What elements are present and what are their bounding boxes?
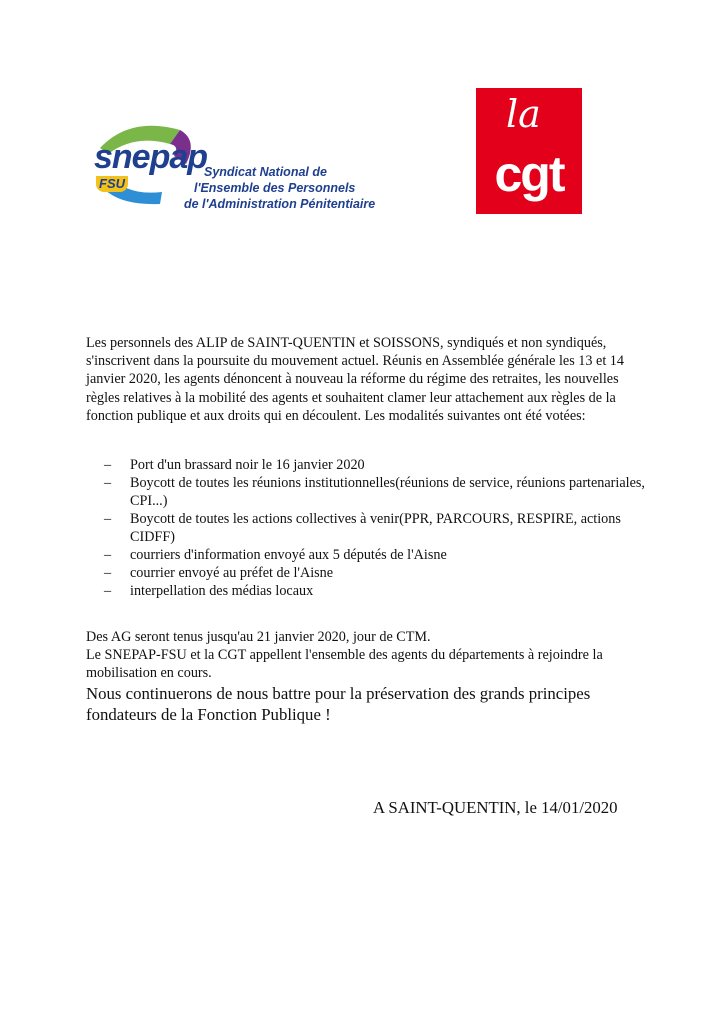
votes-list (104, 456, 648, 600)
list-item-text: Boycott de toutes les réunions institutionnelles(réunions de service, réunions partenariales, CPI...) (130, 475, 645, 509)
dash-bullet: – (104, 547, 112, 563)
dash-bullet: – (104, 511, 112, 527)
list-item (104, 456, 648, 474)
dash-bullet: – (104, 565, 112, 581)
list-item-text: Boycott de toutes les actions collectives à venir(PPR, PARCOURS, RESPIRE, actions CIDFF) (130, 511, 621, 545)
list-item-text: courriers d'information envoyé aux 5 députés de l'Aisne (130, 547, 447, 563)
intro-paragraph: Les personnels des ALIP de SAINT-QUENTIN et SOISSONS, syndiqués et non syndiqués, s'inscrivent dans la poursuite du mouvement actuel. Réunis en Assemblée générale les 13 et 14 janvier 2020, les agents dénoncent à nouveau la réforme du régime des retraites, les nouvelles règles relatives à la mobilité des agents et souhaitent clamer leur attachement aux règles de la fonction publique et aux droits qui en découlent. Les modalités suivantes ont été votées: (86, 335, 624, 424)
snepap-logo (90, 118, 376, 218)
snepap-wordmark: snepap (94, 138, 208, 176)
snepap-description (184, 164, 375, 212)
snepap-desc-line: l'Ensemble des Personnels (194, 181, 356, 195)
list-item-text: Port d'un brassard noir le 16 janvier 2020 (130, 457, 365, 473)
snepap-desc-line: Syndicat National de (204, 165, 327, 179)
dash-bullet: – (104, 475, 112, 491)
cgt-logo-word: cgt (494, 146, 564, 202)
place-date-signature: A SAINT-QUENTIN, le 14/01/2020 (373, 798, 618, 817)
snepap-fsu-badge: FSU (96, 176, 128, 192)
closing-paragraph (86, 628, 646, 683)
closing-line: Des AG seront tenus jusqu'au 21 janvier 2020, jour de CTM. (86, 629, 431, 645)
list-item (104, 564, 648, 582)
dash-bullet: – (104, 583, 112, 599)
emphasis-statement: Nous continuerons de nous battre pour la préservation des grands principes fondateurs de la Fonction Publique ! (86, 684, 591, 724)
cgt-logo (476, 88, 582, 214)
cgt-logo-la: la (506, 92, 541, 136)
closing-line: Le SNEPAP-FSU et la CGT appellent l'ensemble des agents du départements à rejoindre la mobilisation en cours. (86, 647, 603, 682)
list-item-text: courrier envoyé au préfet de l'Aisne (130, 565, 334, 581)
list-item (104, 546, 648, 564)
list-item-text: interpellation des médias locaux (130, 583, 314, 599)
list-item (104, 582, 648, 600)
list-item (104, 474, 648, 510)
list-item (104, 510, 648, 546)
dash-bullet: – (104, 457, 112, 473)
snepap-desc-line: de l'Administration Pénitentiaire (184, 197, 376, 211)
